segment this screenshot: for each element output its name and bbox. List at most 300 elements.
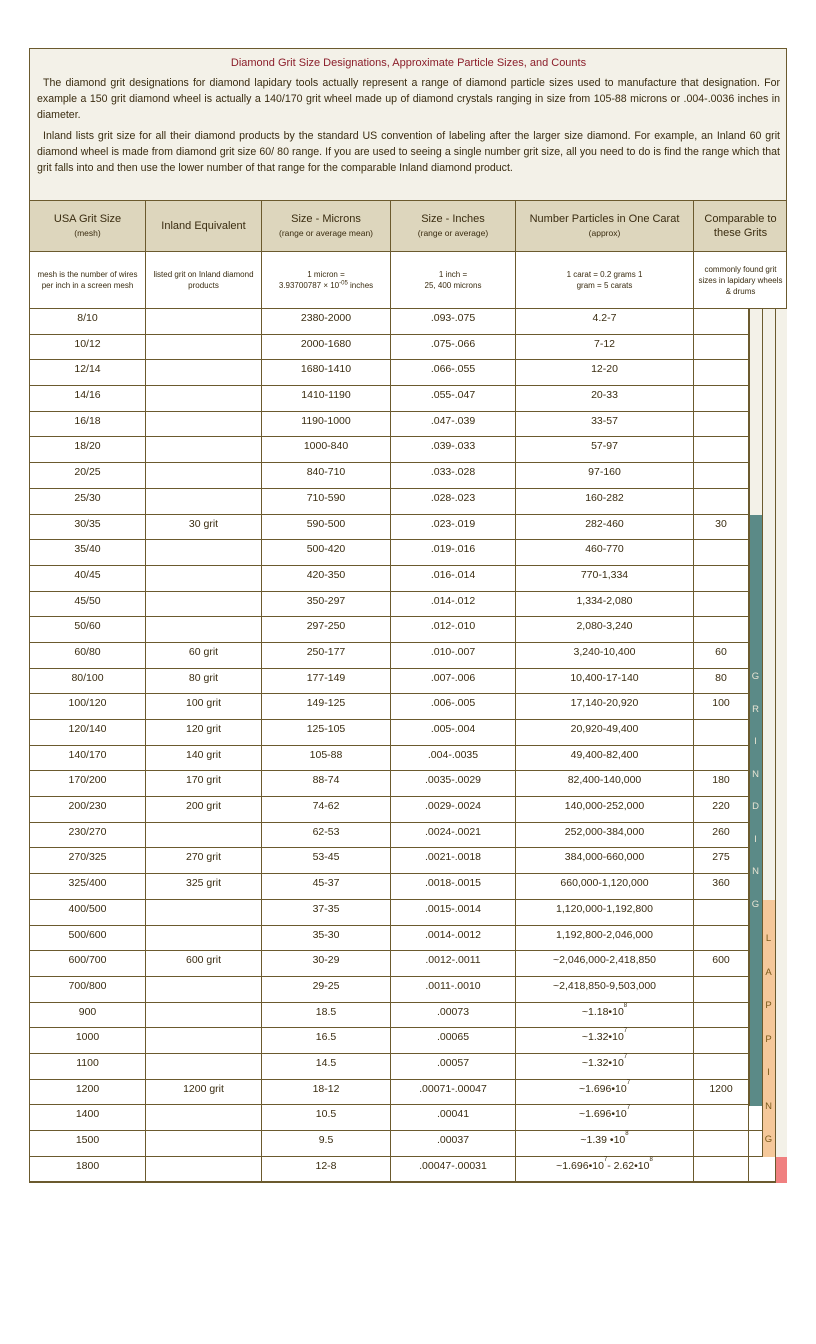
cell-particles [516,437,694,462]
table-body [29,308,787,1183]
cell-inches: .0018-.0015 [391,874,516,899]
cell-microns: 2000-1680 [262,335,391,360]
cell-inland: 60 grit [146,643,262,668]
cell-particles [516,489,694,514]
cell-microns: 45-37 [262,874,391,899]
intro-box [29,48,787,200]
cell-microns: 840-710 [262,463,391,488]
cell-usa: 30/35 [30,515,146,540]
cell-inland [146,412,262,437]
table-row [30,900,786,926]
sub-particles-line2: gram = 5 carats [576,281,633,290]
cell-particles [516,360,694,385]
cell-inland [146,1028,262,1053]
cell-particles [516,669,694,694]
particles-value: ~1.696•10 [578,1082,627,1095]
cell-microns: 14.5 [262,1054,391,1079]
sub-microns-unit: inches [347,281,374,290]
cell-usa: 10/12 [30,335,146,360]
cell-usa: 200/230 [30,797,146,822]
cell-inches: .019-.016 [391,540,516,565]
cell-microns: 1410-1190 [262,386,391,411]
cell-inches: .023-.019 [391,515,516,540]
particles-value: ~1.696•10 [578,1108,627,1121]
cell-usa: 1500 [30,1131,146,1156]
header-particles [516,201,694,251]
table-row [30,566,786,592]
cell-comparable: 180 [694,771,749,796]
table-row [30,540,786,566]
band-letter: G [751,898,760,910]
cell-microns: 37-35 [262,900,391,925]
cell-inches: .075-.066 [391,335,516,360]
cell-particles [516,874,694,899]
particles-value: ~1.18•10 [581,1005,624,1018]
cell-inches: .00071-.00047 [391,1080,516,1105]
cell-particles [516,463,694,488]
cell-usa: 270/325 [30,848,146,873]
cell-comparable: 100 [694,694,749,719]
cell-comparable [694,617,749,642]
header-usa-label: USA Grit Size [53,213,122,225]
cell-usa: 35/40 [30,540,146,565]
table-row [30,874,786,900]
cell-inches: .047-.039 [391,412,516,437]
cell-comparable [694,746,749,771]
particles-value: 49,400-82,400 [570,748,639,761]
cell-particles: ~1.696•10 7 - 2.62•10 8 [516,1157,694,1182]
cell-microns: 16.5 [262,1028,391,1053]
cell-comparable [694,1054,749,1079]
cell-particles: ~1.32•10 7 [516,1054,694,1079]
header-microns [262,201,391,251]
particles-value: ~2,418,850-9,503,000 [552,979,657,992]
table-row [30,1028,786,1054]
cell-inches: .00047-.00031 [391,1157,516,1182]
table-row [30,335,786,361]
cell-usa: 80/100 [30,669,146,694]
table-header-row [29,200,787,251]
table-row [30,463,786,489]
grit-table-frame [29,48,787,1183]
cell-microns: 74-62 [262,797,391,822]
cell-inches: .00073 [391,1003,516,1028]
table-row [30,848,786,874]
header-usa-grit [30,201,146,251]
header-comparable [694,201,787,251]
cell-usa: 230/270 [30,823,146,848]
cell-microns: 35-30 [262,926,391,951]
cell-inland: 80 grit [146,669,262,694]
table-row [30,1105,786,1131]
cell-particles [516,540,694,565]
lapping-label [762,933,775,1168]
cell-comparable: 60 [694,643,749,668]
particles-value: ~1.32•10 [581,1031,624,1044]
cell-microns: 350-297 [262,592,391,617]
cell-comparable: 275 [694,848,749,873]
cell-microns: 590-500 [262,515,391,540]
cell-inland [146,1157,262,1182]
table-row [30,437,786,463]
cell-inland [146,592,262,617]
cell-comparable [694,1105,749,1130]
particles-value: 140,000-252,000 [564,800,645,813]
cell-particles: ~1.696•10 7 [516,1080,694,1105]
header-microns-label: Size - Microns [291,213,361,225]
particles-tail: - 2.62•10 [607,1159,650,1172]
cell-comparable: 80 [694,669,749,694]
cell-usa: 500/600 [30,926,146,951]
lapping-band-empty [762,309,775,900]
particles-value: 282-460 [585,517,624,530]
cell-particles [516,900,694,925]
cell-comparable [694,1028,749,1053]
cell-inches: .0021-.0018 [391,848,516,873]
cell-inland [146,335,262,360]
particles-value: ~1.696•10 [556,1159,604,1172]
cell-usa: 700/800 [30,977,146,1002]
table-row [30,386,786,412]
cell-microns: 30-29 [262,951,391,976]
particles-value: 10,400-17-140 [570,671,639,684]
cell-microns: 62-53 [262,823,391,848]
cell-usa: 400/500 [30,900,146,925]
particles-value: 20,920-49,400 [570,723,639,735]
cell-inland [146,360,262,385]
sub-microns-base: 3.93700787 × 10 [278,281,340,290]
cell-inches: .0035-.0029 [391,771,516,796]
table-row [30,1054,786,1080]
particles-value: 1,192,800-2,046,000 [556,928,653,941]
table-row [30,489,786,515]
grinding-label [749,671,762,931]
cell-particles [516,926,694,951]
header-comparable-label: Comparable to these Grits [704,213,777,239]
table-row [30,694,786,720]
cell-microns: 1680-1410 [262,360,391,385]
sub-inland: listed grit on Inland diamond products [146,252,262,308]
cell-comparable [694,900,749,925]
band-letter: A [765,966,772,978]
cell-microns: 105-88 [262,746,391,771]
cell-inches: .0029-.0024 [391,797,516,822]
table-row [30,1157,786,1183]
cell-usa: 1000 [30,1028,146,1053]
cell-inches: .00037 [391,1131,516,1156]
cell-usa: 45/50 [30,592,146,617]
cell-microns: 18.5 [262,1003,391,1028]
cell-inches: .00057 [391,1054,516,1079]
table-row [30,771,786,797]
table-row [30,926,786,952]
table-row [30,1003,786,1029]
cell-inches: .039-.033 [391,437,516,462]
header-microns-sub: (range or average mean) [278,228,374,238]
cell-usa: 1400 [30,1105,146,1130]
cell-particles [516,643,694,668]
cell-inland: 170 grit [146,771,262,796]
table-row [30,797,786,823]
cell-inches: .0015-.0014 [391,900,516,925]
cell-usa: 8/10 [30,309,146,334]
sub-microns-exp: -05 [339,280,348,287]
band-letter: N [752,866,759,877]
cell-particles [516,694,694,719]
table-row [30,977,786,1003]
document-title: Diamond Grit Size Designations, Approximate Particle Sizes, and Counts [230,57,587,69]
table-row [30,617,786,643]
cell-comparable: 600 [694,951,749,976]
sub-microns-line1: 1 micron = [307,270,345,279]
cell-comparable [694,977,749,1002]
cell-inland [146,1003,262,1028]
cell-comparable [694,360,749,385]
sub-particles-line1: 1 carat = 0.2 grams 1 [566,270,643,279]
table-row [30,360,786,386]
band-letter: I [767,1067,770,1078]
sub-comparable: commonly found grit sizes in lapidary wheels & drums [698,264,783,296]
table-row [30,669,786,695]
cell-inches: .00041 [391,1105,516,1130]
cell-usa: 14/16 [30,386,146,411]
particles-value: 384,000-660,000 [564,851,645,864]
header-inland-label: Inland Equivalent [161,220,246,232]
cell-particles [516,977,694,1002]
cell-microns: 18-12 [262,1080,391,1105]
cell-microns: 177-149 [262,669,391,694]
cell-usa: 18/20 [30,437,146,462]
cell-inches: .007-.006 [391,669,516,694]
cell-microns: 88-74 [262,771,391,796]
cell-inland: 1200 grit [146,1080,262,1105]
cell-microns: 10.5 [262,1105,391,1130]
cell-inches: .033-.028 [391,463,516,488]
cell-inches: .028-.023 [391,489,516,514]
cell-comparable [694,386,749,411]
cell-comparable [694,412,749,437]
particles-value: 4.2-7 [592,312,617,324]
table-row [30,643,786,669]
cell-particles [516,335,694,360]
header-inches-sub: (range or average) [417,228,489,238]
cell-usa: 16/18 [30,412,146,437]
table-row [30,823,786,849]
cell-inland [146,1054,262,1079]
cell-usa: 1200 [30,1080,146,1105]
cell-particles [516,412,694,437]
cell-inches: .012-.010 [391,617,516,642]
cell-inland [146,437,262,462]
sub-microns [262,252,391,308]
particles-value: 17,140-20,920 [570,697,639,710]
cell-microns: 149-125 [262,694,391,719]
cell-inches: .055-.047 [391,386,516,411]
cell-usa: 170/200 [30,771,146,796]
cell-comparable [694,335,749,360]
cell-microns: 29-25 [262,977,391,1002]
cell-inland [146,1105,262,1130]
particles-value: ~1.39 •10 [580,1134,626,1146]
grinding-band-empty [749,309,762,515]
cell-inches: .016-.014 [391,566,516,591]
cell-comparable [694,437,749,462]
cell-microns: 297-250 [262,617,391,642]
cell-particles [516,617,694,642]
table-row [30,951,786,977]
particles-value: 97-160 [588,466,621,479]
cell-comparable: 30 [694,515,749,540]
table-row [30,515,786,541]
particles-value: 20-33 [591,389,618,402]
cell-usa: 12/14 [30,360,146,385]
table-row [30,592,786,618]
cell-comparable: 360 [694,874,749,899]
cell-inland: 270 grit [146,848,262,873]
cell-comparable: 260 [694,823,749,848]
cell-comparable [694,489,749,514]
cell-comparable [694,540,749,565]
band-letter: I [754,736,757,747]
intro-paragraph-1: The diamond grit designations for diamond lapidary tools actually represent a range of diamond particle sizes used to manufacture that designation. For example a 150 grit diamond wheel is actually a 140/170 grit wheel made up of diamond crystals ranging in size from 105-88 microns or .004-.0036 inches in diameter. [37,77,780,121]
cell-usa: 40/45 [30,566,146,591]
particles-value: 460-770 [585,543,624,556]
cell-usa: 1800 [30,1157,146,1182]
band-letter: P [765,1033,772,1045]
cell-inches: .005-.004 [391,720,516,745]
particles-value: 160-282 [585,491,624,504]
cell-inches: .0024-.0021 [391,823,516,848]
band-letter: G [764,1134,773,1145]
cell-usa: 120/140 [30,720,146,745]
cell-inland: 325 grit [146,874,262,899]
sub-particles [516,252,694,308]
cell-microns: 9.5 [262,1131,391,1156]
header-inland [146,201,262,251]
cell-inland: 30 grit [146,515,262,540]
cell-particles [516,797,694,822]
cell-particles [516,309,694,334]
particles-value: ~2,046,000-2,418,850 [552,954,657,967]
sub-inches-line2: 25, 400 microns [424,281,482,290]
particles-value: 57-97 [591,440,618,453]
cell-particles: ~1.696•10 7 [516,1105,694,1130]
band-letter: D [752,801,759,812]
cell-usa: 325/400 [30,874,146,899]
table-row [30,1131,786,1157]
cell-microns: 250-177 [262,643,391,668]
particles-value: 82,400-140,000 [567,774,642,787]
band-letter: R [752,703,759,715]
cell-inches: .014-.012 [391,592,516,617]
cell-usa: 25/30 [30,489,146,514]
header-particles-sub: (approx) [588,228,621,238]
cell-inland: 140 grit [146,746,262,771]
cell-comparable [694,592,749,617]
cell-particles [516,823,694,848]
particles-value: 12-20 [591,363,618,376]
cell-inland [146,540,262,565]
cell-microns: 1000-840 [262,437,391,462]
cell-particles [516,746,694,771]
cell-inches: .010-.007 [391,643,516,668]
cell-inland [146,386,262,411]
header-inches [391,201,516,251]
particles-value: 1,334-2,080 [576,594,633,607]
cell-usa: 1100 [30,1054,146,1079]
cell-particles: ~1.32•10 7 [516,1028,694,1053]
table-row [30,746,786,772]
table-subheader-row [29,251,787,308]
cell-particles [516,720,694,745]
band-letter: P [765,1000,772,1011]
particles-value: 33-57 [591,414,618,427]
cell-particles: ~1.39 •10 8 [516,1131,694,1156]
band-letter: N [765,1100,772,1112]
table-row [30,720,786,746]
cell-inches: .004-.0035 [391,746,516,771]
intro-paragraph-2: Inland lists grit size for all their diamond products by the standard US convention of labeling after the larger size diamond. For example, an Inland 60 grit diamond wheel is made from diamond grit size 60/ 80 range. If you are used to seeing a single number grit size, all you need to do is find the range which that grit falls into and then use the lower number of that range for the comparable Inland diamond product. [37,130,780,174]
cell-microns: 125-105 [262,720,391,745]
cell-microns: 420-350 [262,566,391,591]
cell-particles [516,771,694,796]
particles-value: 3,240-10,400 [573,645,636,658]
cell-usa: 600/700 [30,951,146,976]
cell-inland: 600 grit [146,951,262,976]
cell-comparable [694,720,749,745]
particles-value: 2,080-3,240 [576,620,633,633]
table-row [30,309,786,335]
cell-inland [146,617,262,642]
cell-comparable [694,1003,749,1028]
cell-particles [516,848,694,873]
sub-usa: mesh is the number of wires per inch in a screen mesh [30,252,146,308]
cell-comparable [694,926,749,951]
sub-inches [391,252,516,308]
cell-inland: 120 grit [146,720,262,745]
cell-microns: 710-590 [262,489,391,514]
cell-inches: .0012-.0011 [391,951,516,976]
cell-inland [146,823,262,848]
cell-microns: 2380-2000 [262,309,391,334]
cell-particles [516,386,694,411]
cell-usa: 20/25 [30,463,146,488]
cell-usa: 60/80 [30,643,146,668]
sub-microns-line2 [279,280,373,291]
cell-inches: .006-.005 [391,694,516,719]
cell-inland [146,489,262,514]
particles-value: 7-12 [593,337,615,350]
cell-inland [146,900,262,925]
cell-inches: .0014-.0012 [391,926,516,951]
cell-inland [146,309,262,334]
cell-inches: .00065 [391,1028,516,1053]
polishing-band-empty [775,309,787,1157]
cell-inland [146,926,262,951]
cell-usa: 50/60 [30,617,146,642]
cell-inches: .093-.075 [391,309,516,334]
particles-value: ~1.32•10 [581,1056,624,1069]
cell-comparable [694,566,749,591]
particles-value: 252,000-384,000 [564,825,645,838]
cell-microns: 500-420 [262,540,391,565]
particles-value: 770-1,334 [580,568,629,581]
sub-inches-line1: 1 inch = [438,270,468,279]
cell-inland: 100 grit [146,694,262,719]
band-letter: L [765,933,772,944]
cell-usa: 900 [30,1003,146,1028]
cell-inland [146,977,262,1002]
